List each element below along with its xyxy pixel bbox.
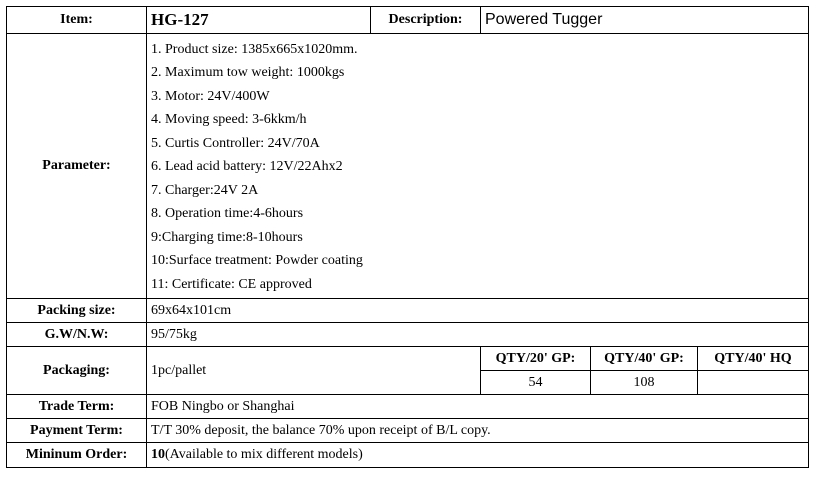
trade-term-row bbox=[7, 395, 809, 419]
gw-nw-row bbox=[7, 323, 809, 347]
packaging-value: 1pc/pallet bbox=[147, 347, 481, 395]
parameter-line: 11: Certificate: CE approved bbox=[151, 276, 312, 292]
qty-40hq-value bbox=[698, 371, 809, 395]
payment-term-label: Payment Term: bbox=[7, 419, 147, 443]
parameter-line: 9:Charging time:8-10hours bbox=[151, 229, 303, 245]
parameter-list bbox=[147, 34, 809, 299]
minimum-order-row bbox=[7, 443, 809, 468]
minimum-order-value bbox=[147, 443, 809, 468]
trade-term-value: FOB Ningbo or Shanghai bbox=[147, 395, 809, 419]
qty-40gp-header: QTY/40' GP: bbox=[591, 347, 698, 371]
parameter-row bbox=[7, 34, 809, 299]
packing-size-row bbox=[7, 299, 809, 323]
parameter-line: 3. Motor: 24V/400W bbox=[151, 88, 270, 104]
gw-nw-label: G.W/N.W: bbox=[7, 323, 147, 347]
parameter-line: 2. Maximum tow weight: 1000kgs bbox=[151, 65, 345, 81]
gw-nw-value: 95/75kg bbox=[147, 323, 809, 347]
payment-term-value: T/T 30% deposit, the balance 70% upon receipt of B/L copy. bbox=[147, 419, 809, 443]
qty-20gp-value: 54 bbox=[481, 371, 591, 395]
parameter-line: 5. Curtis Controller: 24V/70A bbox=[151, 135, 320, 151]
trade-term-label: Trade Term: bbox=[7, 395, 147, 419]
payment-term-row bbox=[7, 419, 809, 443]
parameter-label: Parameter: bbox=[7, 34, 147, 299]
packing-size-label: Packing size: bbox=[7, 299, 147, 323]
minimum-order-qty: 10 bbox=[151, 447, 165, 462]
parameter-line: 4. Moving speed: 3-6kkm/h bbox=[151, 112, 307, 128]
packing-size-value: 69x64x101cm bbox=[147, 299, 809, 323]
product-spec-table bbox=[6, 6, 809, 468]
parameter-line: 7. Charger:24V 2A bbox=[151, 182, 259, 198]
description-value: Powered Tugger bbox=[481, 7, 809, 34]
packaging-row bbox=[7, 347, 809, 371]
packaging-label: Packaging: bbox=[7, 347, 147, 395]
minimum-order-note: (Available to mix different models) bbox=[165, 447, 363, 462]
item-code: HG-127 bbox=[147, 7, 371, 34]
parameter-line: 1. Product size: 1385x665x1020mm. bbox=[151, 41, 358, 57]
qty-20gp-header: QTY/20' GP: bbox=[481, 347, 591, 371]
minimum-order-label: Mininum Order: bbox=[7, 443, 147, 468]
item-label: Item: bbox=[7, 7, 147, 34]
description-label: Description: bbox=[371, 7, 481, 34]
parameter-line: 10:Surface treatment: Powder coating bbox=[151, 253, 363, 269]
item-row bbox=[7, 7, 809, 34]
parameter-line: 8. Operation time:4-6hours bbox=[151, 206, 304, 222]
qty-40hq-header: QTY/40' HQ bbox=[698, 347, 809, 371]
qty-40gp-value: 108 bbox=[591, 371, 698, 395]
parameter-line: 6. Lead acid battery: 12V/22Ahx2 bbox=[151, 159, 343, 175]
